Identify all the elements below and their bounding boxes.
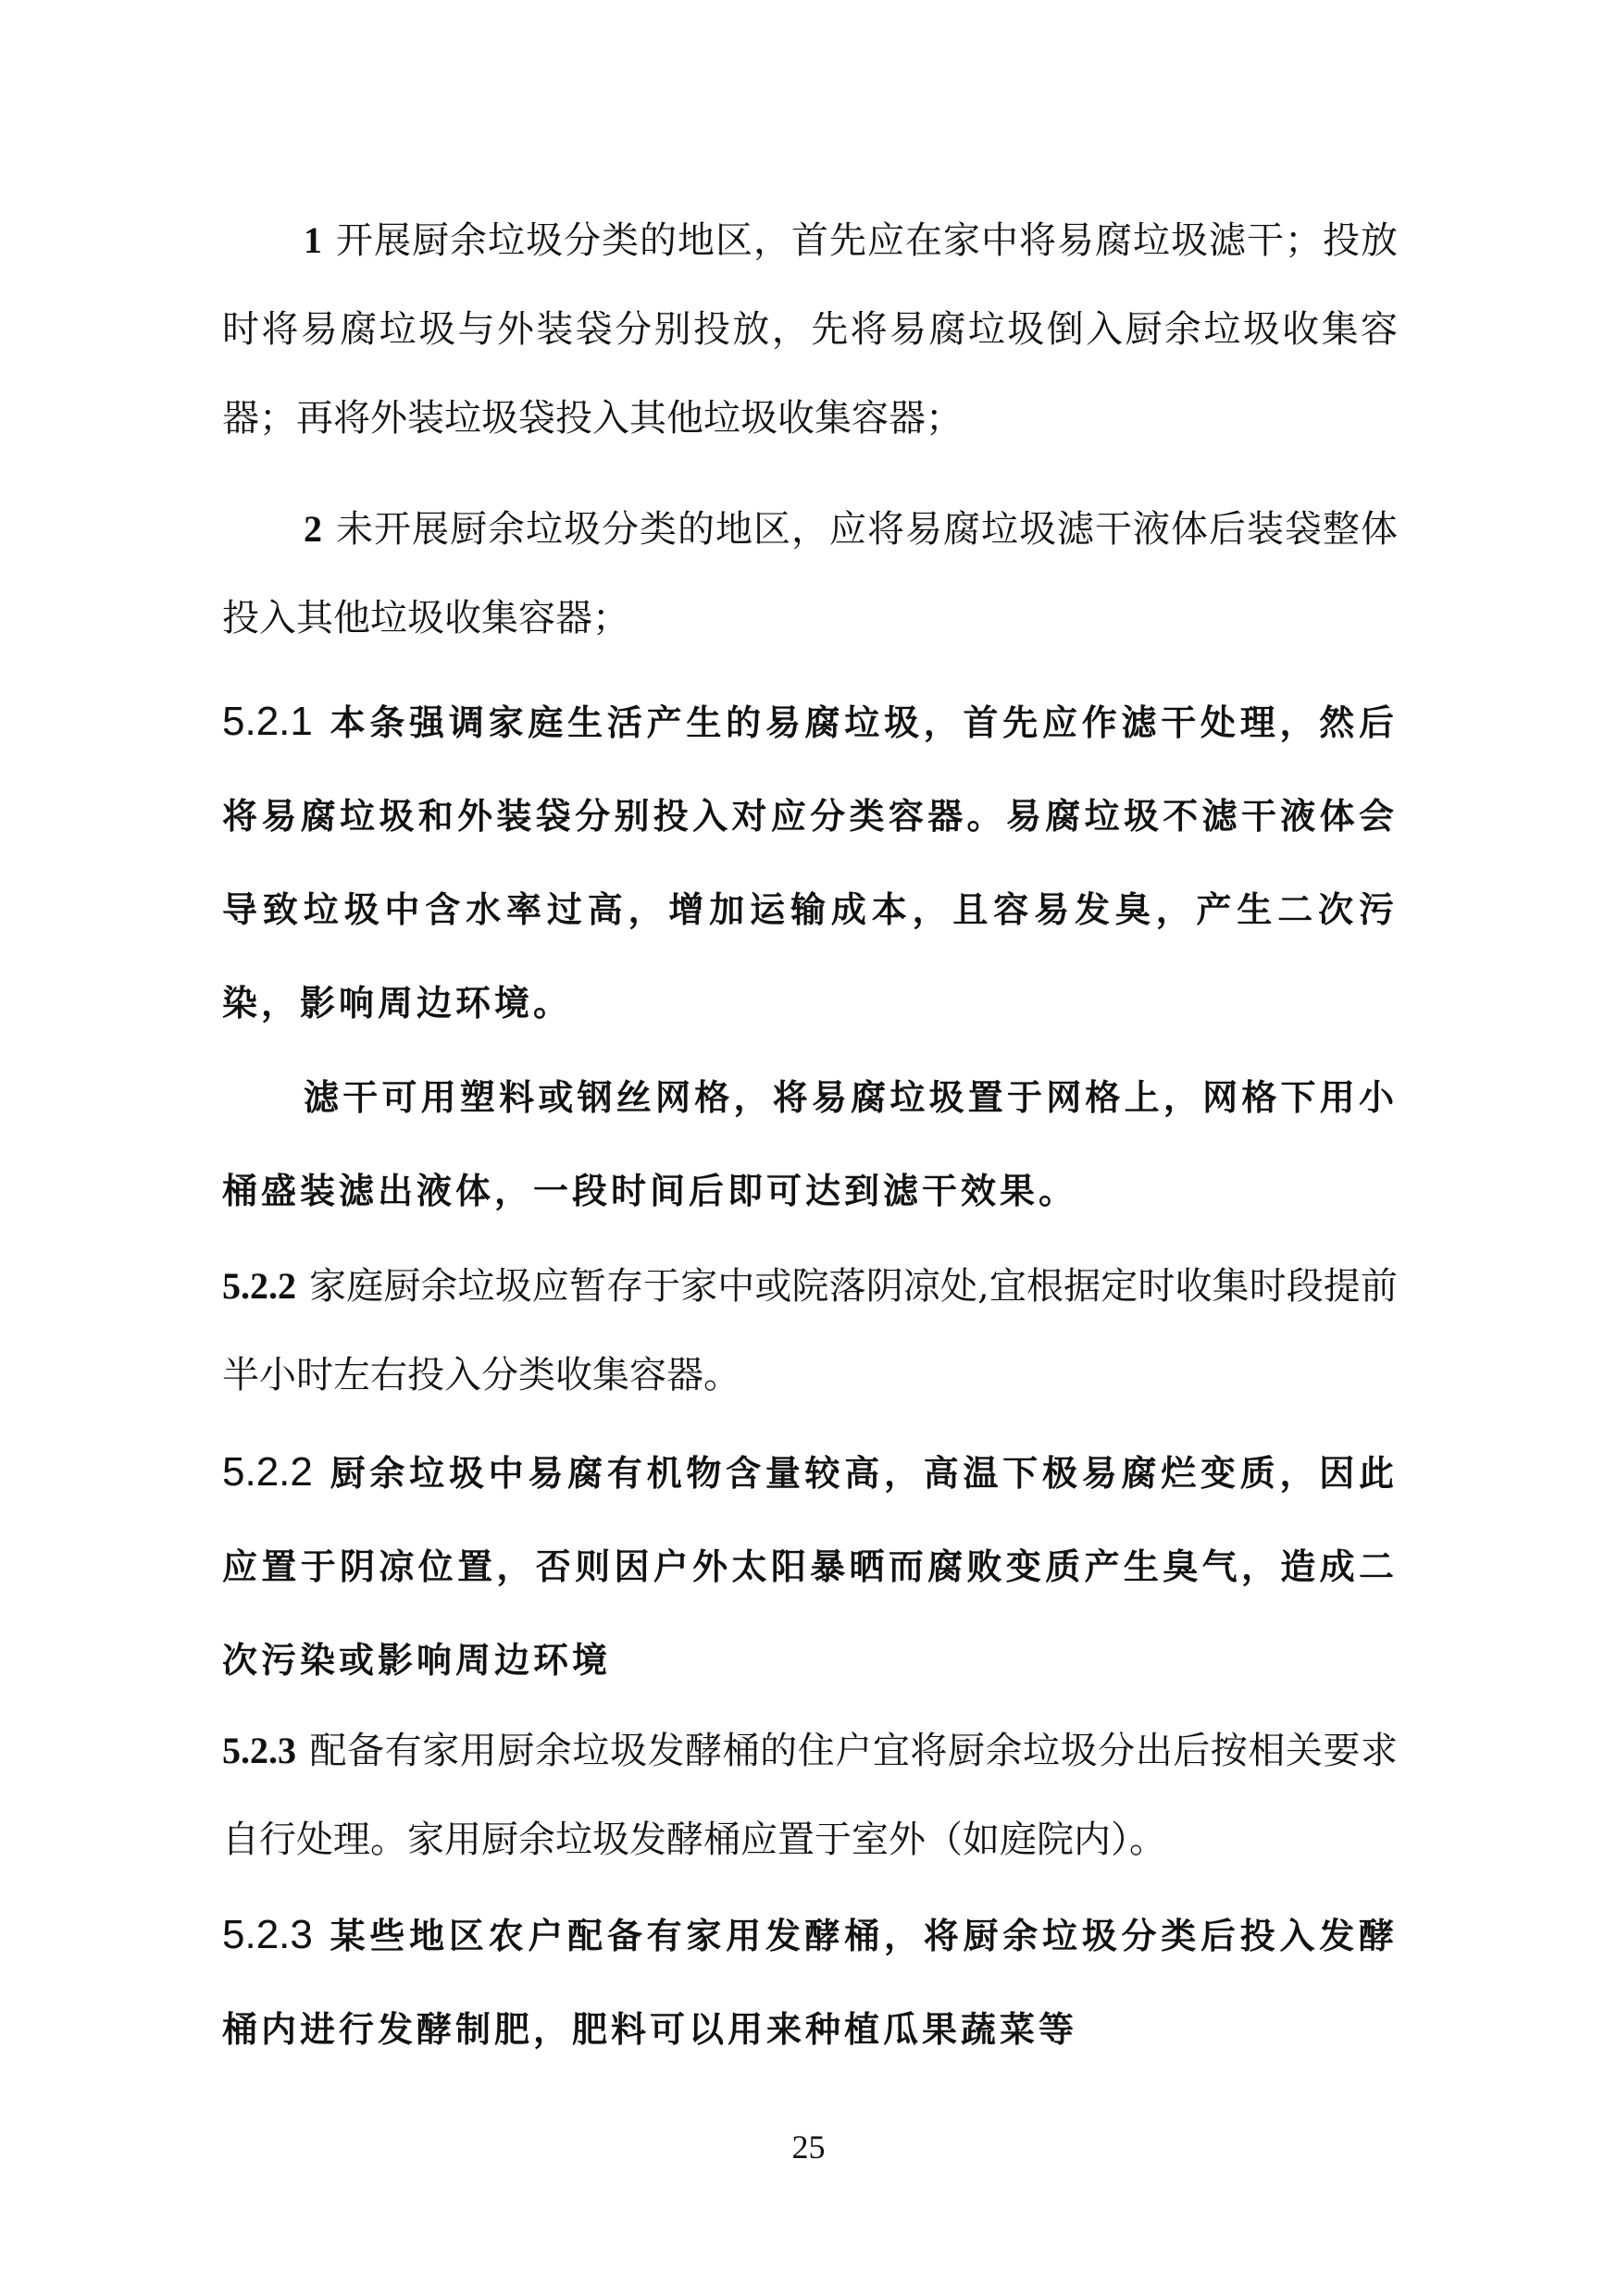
commentary-filtering <box>222 1051 1398 1238</box>
clause-text: 配备有家用厨余垃圾发酵桶的住户宜将厨余垃圾分出后按相关要求自行处理。家用厨余垃圾发酵桶应置于室外（如庭院内）。 <box>222 1730 1398 1861</box>
paragraph-1 <box>222 196 1398 463</box>
commentary-5-2-2 <box>222 1425 1398 1707</box>
commentary-5-2-1 <box>222 675 1398 1050</box>
clause-5-2-2 <box>222 1242 1398 1420</box>
paragraph-number: 2 <box>304 508 322 550</box>
commentary-text: 本条强调家庭生活产生的易腐垃圾，首先应作滤干处理，然后将易腐垃圾和外装袋分别投入对应分类容器。易腐垃圾不滤干液体会导致垃圾中含水率过高，增加运输成本，且容易发臭，产生二次污染，影响周边环境。 <box>222 702 1398 1024</box>
commentary-text: 滤干可用塑料或钢丝网格，将易腐垃圾置于网格上，网格下用小桶盛装滤出液体，一段时间后即可达到滤干效果。 <box>222 1077 1398 1211</box>
paragraph-2 <box>222 485 1398 663</box>
commentary-text: 厨余垃圾中易腐有机物含量较高，高温下极易腐烂变质，因此应置于阴凉位置，否则因户外太阳暴晒而腐败变质产生臭气，造成二次污染或影响周边环境 <box>222 1453 1398 1681</box>
clause-number: 5.2.2 <box>222 1265 296 1307</box>
paragraph-number: 1 <box>304 219 322 261</box>
clause-number: 5.2.1 <box>222 699 313 744</box>
clause-text: 家庭厨余垃圾应暂存于家中或院落阴凉处,宜根据定时收集时段提前半小时左右投入分类收集容器。 <box>222 1265 1398 1396</box>
paragraph-text: 开展厨余垃圾分类的地区，首先应在家中将易腐垃圾滤干；投放时将易腐垃圾与外装袋分别投放，先将易腐垃圾倒入厨余垃圾收集容器；再将外装垃圾袋投入其他垃圾收集容器； <box>222 219 1398 440</box>
clause-5-2-3 <box>222 1706 1398 1884</box>
paragraph-text: 未开展厨余垃圾分类的地区，应将易腐垃圾滤干液体后装袋整体投入其他垃圾收集容器； <box>222 508 1398 639</box>
commentary-5-2-3 <box>222 1888 1398 2077</box>
clause-number: 5.2.3 <box>222 1912 313 1957</box>
page-number: 25 <box>791 2128 826 2166</box>
clause-number: 5.2.3 <box>222 1730 296 1771</box>
commentary-text: 某些地区农户配备有家用发酵桶，将厨余垃圾分类后投入发酵桶内进行发酵制肥，肥料可以用来种植瓜果蔬菜等 <box>222 1916 1398 2050</box>
clause-number: 5.2.2 <box>222 1449 313 1495</box>
